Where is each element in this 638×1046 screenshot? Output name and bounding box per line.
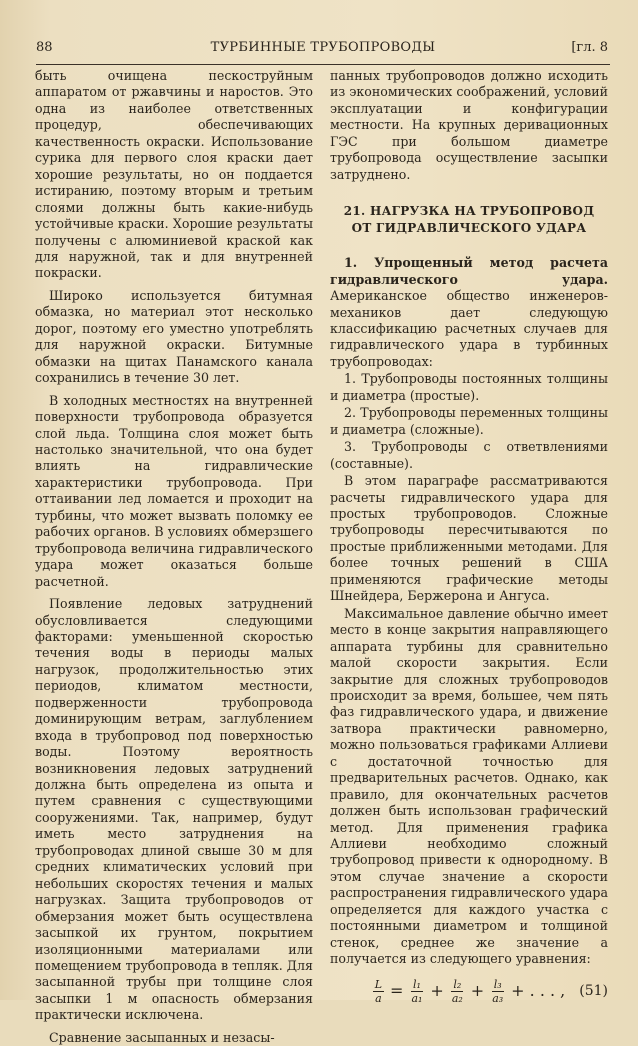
page-number: 88 [36,40,53,55]
paragraph: В холодных местностях на внутренней поверхности трубопровода образуется слой льда. Толщина слоя может быть настолько значительной, что она будет влиять на гидравлические характеристики трубопровода. При оттаивании лед ломается и проходит на турбины, что может вызвать поломку ее рабочих органов. В условиях обмерзшего трубопровода величина гидравлического удара может оказаться больше расчетной. [35,392,313,589]
equals-sign: = [390,980,404,1000]
paragraph: Широко используется битумная обмазка, но материал этот несколько дорог, поэтому его уместно употреблять для наружной окраски. Битумные обмазки на щитах Панамского канала сохранились в течение 30 лет. [35,287,313,386]
paragraph [330,255,608,370]
fraction [373,978,384,1005]
fraction-numerator: L [374,977,383,991]
paragraph: Появление ледовых затруднений обусловливается следующими факторами: уменьшенной скоростью течения воды в периоды малых нагрузок, продолжительностью этих периодов, климатом местности, подверженности трубопровода доминирующим ветрам, заглублением входа в трубопровод под поверхностью воды. Поэтому вероятность возникновения ледовых затруднений должна быть определена из опыта и путем сравнения с существующими сооружениями. Так, например, будут иметь место затруднения на трубопроводах длиной свыше 30 м для средних климатических условий при небольших скоростях течения и малых нагрузках. Защита трубопроводов от обмерзания может быть осуществлена засыпкой их грунтом, покрытием изоляционными материалами или помещением трубопровода в тепляк. Для засыпанной трубы при толщине слоя засыпки 1 м опасность обмерзания практически исключена. [35,596,313,1023]
paragraph: Сравнение засыпанных и незасы- [49,1029,275,1045]
right-column [330,68,608,1005]
fraction-denominator: a₃ [492,991,504,1005]
fraction-denominator: a₁ [411,991,423,1005]
equation-number: (51) [579,982,608,999]
paragraph: В этом параграфе рассматриваются расчеты гидравлического удара для простых трубопроводов. Сложные трубопроводы пересчитываются по простые приближенными методами. Для более точных решений в США применяются графические методы Шнейдера, Бержерона и Ангуса. [330,473,608,604]
fraction [409,978,424,1005]
fraction-numerator: l₂ [453,977,462,991]
left-column [35,68,313,1046]
fraction [490,978,505,1005]
running-header [36,36,610,65]
fraction [450,978,465,1005]
formula-tail: + . . . , [511,980,566,1000]
list-item: 3. Трубопроводы с ответвлениями (составные). [330,439,608,471]
section-heading-line: 21. НАГРУЗКА НА ТРУБОПРОВОД [343,204,595,219]
plus-sign: + [470,980,485,1000]
paragraph: панных трубопроводов должно исходить из экономических соображений, условий эксплуатации и конфигурации местности. На крупных деривационных ГЭС при большом диаметре трубопровода осуществление засыпки затруднено. [330,68,608,182]
fraction-numerator: l₃ [493,977,502,991]
paragraph: быть очищена пескоструйным аппаратом от ржавчины и наростов. Это одна из наиболее ответственных процедур, обеспечивающих качественность окраски. Использование сурика для первого слоя краски дает хорошие результаты, но он поддается истиранию, поэтому вторым и третьим слоями должны быть какие-нибудь устойчивые краски. Хорошие результаты получены с алюминиевой краской как для наружной, так и для внутренней покраски. [35,68,313,281]
chapter-marker: [гл. 8 [571,40,608,55]
running-title: ТУРБИННЫЕ ТРУБОПРОВОДЫ [210,40,436,55]
fraction-denominator: a₂ [451,991,463,1005]
section-heading-line: ОТ ГИДРАВЛИЧЕСКОГО УДАРА [351,221,587,236]
fraction-numerator: l₁ [412,977,421,991]
paragraph-text: Американское общество инженеров-механиков дает следующую классификацию расчетных случаев для гидравлического удара в турбинных трубопроводах: [330,288,608,369]
section-heading [330,203,608,237]
paragraph: Максимальное давление обычно имеет место в конце закрытия направляющего аппарата турбины для сравнительно малой скорости закрытия. Если закрытие для сложных трубопроводов происходит за время, большее, чем пять фаз гидравлического удара, и движение затвора практически равномерно, можно пользоваться графиками Аллиеви с достаточной точностью для предварительных расчетов. Однако, как правило, для окончательных расчетов должен быть использован графический метод. Для применения графика Аллиеви необходимо сложный трубопровод привести к однородному. В этом случае значение а скорости распространения гидравлического удара определяется для каждого участка с постоянными диаметром и толщиной стенок, среднее же значение а получается из следующего уравнения: [330,605,608,967]
list-item: 2. Трубопроводы переменных толщины и диаметра (сложные). [330,405,608,437]
plus-sign: + [430,980,444,1000]
subsection-heading: 1. Упрощенный метод расчета гидравлического удара. [330,255,608,287]
equation-51 [330,978,608,1005]
fraction-denominator: a [375,991,382,1005]
list-item: 1. Трубопроводы постоянных толщины и диаметра (простые). [330,371,608,403]
